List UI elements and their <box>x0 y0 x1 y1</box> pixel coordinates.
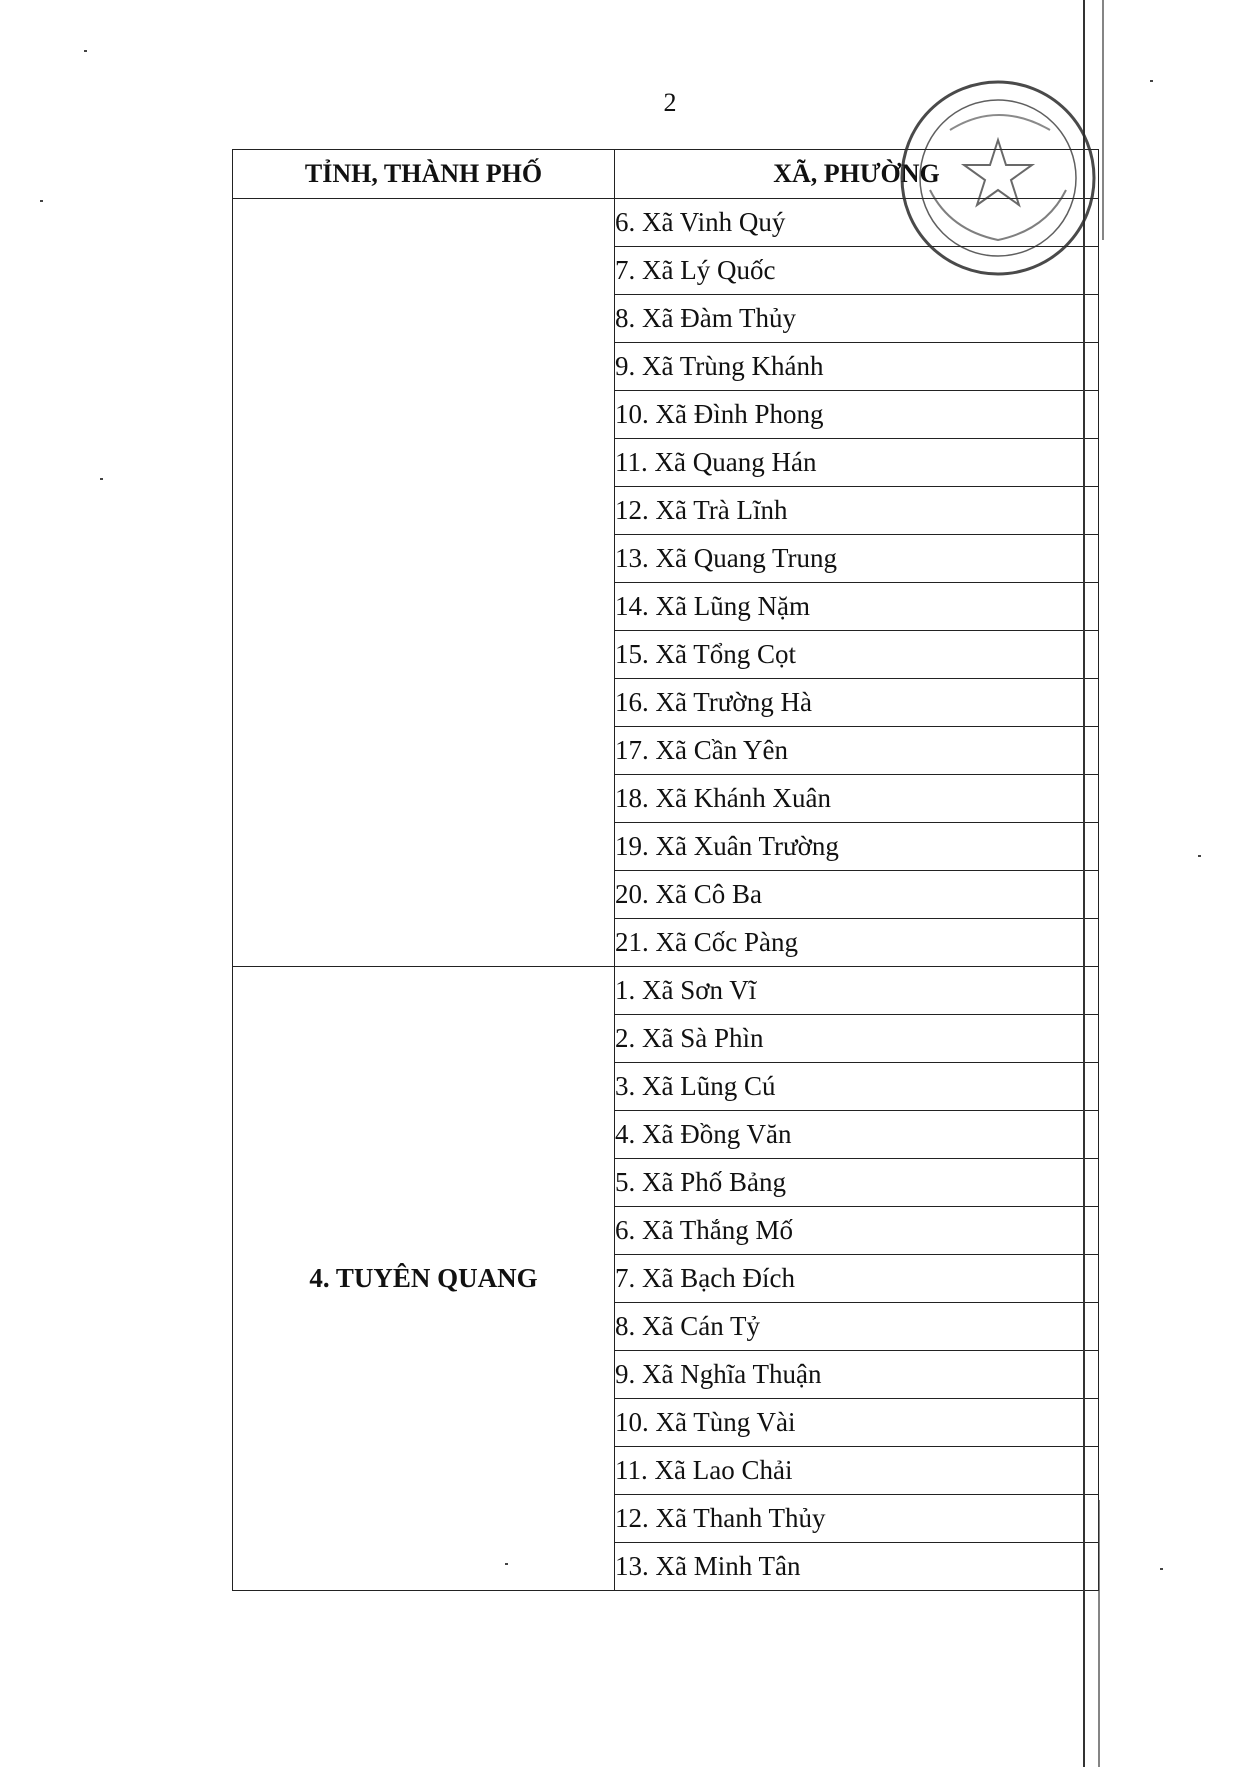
commune-cell: 9. Xã Trùng Khánh <box>615 343 1099 391</box>
scan-border-line <box>1102 0 1104 240</box>
commune-cell: 20. Xã Cô Ba <box>615 871 1099 919</box>
commune-cell: 15. Xã Tổng Cọt <box>615 631 1099 679</box>
province-cell: 4. TUYÊN QUANG <box>233 967 615 1591</box>
table-row <box>233 199 1099 247</box>
commune-cell: 8. Xã Đàm Thủy <box>615 295 1099 343</box>
commune-cell: 1. Xã Sơn Vĩ <box>615 967 1099 1015</box>
admin-units-table <box>232 149 1099 1591</box>
commune-cell: 7. Xã Lý Quốc <box>615 247 1099 295</box>
province-cell <box>233 199 615 967</box>
page-number: 2 <box>663 88 677 117</box>
commune-cell: 16. Xã Trường Hà <box>615 679 1099 727</box>
scan-speck <box>100 478 103 480</box>
scan-speck <box>505 1563 508 1565</box>
scan-speck <box>1160 1568 1163 1570</box>
commune-cell: 8. Xã Cán Tỷ <box>615 1303 1099 1351</box>
commune-cell: 6. Xã Thắng Mố <box>615 1207 1099 1255</box>
commune-cell: 10. Xã Tùng Vài <box>615 1399 1099 1447</box>
scan-border-line <box>1098 1500 1100 1767</box>
commune-cell: 3. Xã Lũng Cú <box>615 1063 1099 1111</box>
commune-column-header: XÃ, PHƯỜNG <box>615 150 1099 199</box>
commune-cell: 5. Xã Phố Bảng <box>615 1159 1099 1207</box>
table-header-row <box>233 150 1099 199</box>
commune-cell: 13. Xã Minh Tân <box>615 1543 1099 1591</box>
commune-cell: 7. Xã Bạch Đích <box>615 1255 1099 1303</box>
commune-cell: 14. Xã Lũng Nặm <box>615 583 1099 631</box>
province-column-header: TỈNH, THÀNH PHỐ <box>233 150 615 199</box>
commune-cell: 12. Xã Trà Lĩnh <box>615 487 1099 535</box>
commune-cell: 9. Xã Nghĩa Thuận <box>615 1351 1099 1399</box>
table-row <box>233 967 1099 1015</box>
table-body <box>233 199 1099 1591</box>
commune-cell: 2. Xã Sà Phìn <box>615 1015 1099 1063</box>
commune-cell: 17. Xã Cần Yên <box>615 727 1099 775</box>
commune-cell: 4. Xã Đồng Văn <box>615 1111 1099 1159</box>
scan-speck <box>84 50 87 52</box>
commune-cell: 13. Xã Quang Trung <box>615 535 1099 583</box>
commune-cell: 10. Xã Đình Phong <box>615 391 1099 439</box>
commune-cell: 18. Xã Khánh Xuân <box>615 775 1099 823</box>
commune-cell: 19. Xã Xuân Trường <box>615 823 1099 871</box>
scan-speck <box>1150 80 1153 82</box>
scan-speck <box>40 200 43 202</box>
commune-cell: 21. Xã Cốc Pàng <box>615 919 1099 967</box>
commune-cell: 11. Xã Quang Hán <box>615 439 1099 487</box>
commune-cell: 11. Xã Lao Chải <box>615 1447 1099 1495</box>
commune-cell: 12. Xã Thanh Thủy <box>615 1495 1099 1543</box>
commune-cell: 6. Xã Vinh Quý <box>615 199 1099 247</box>
scan-speck <box>1198 855 1201 857</box>
scan-border-line <box>1083 0 1085 1767</box>
